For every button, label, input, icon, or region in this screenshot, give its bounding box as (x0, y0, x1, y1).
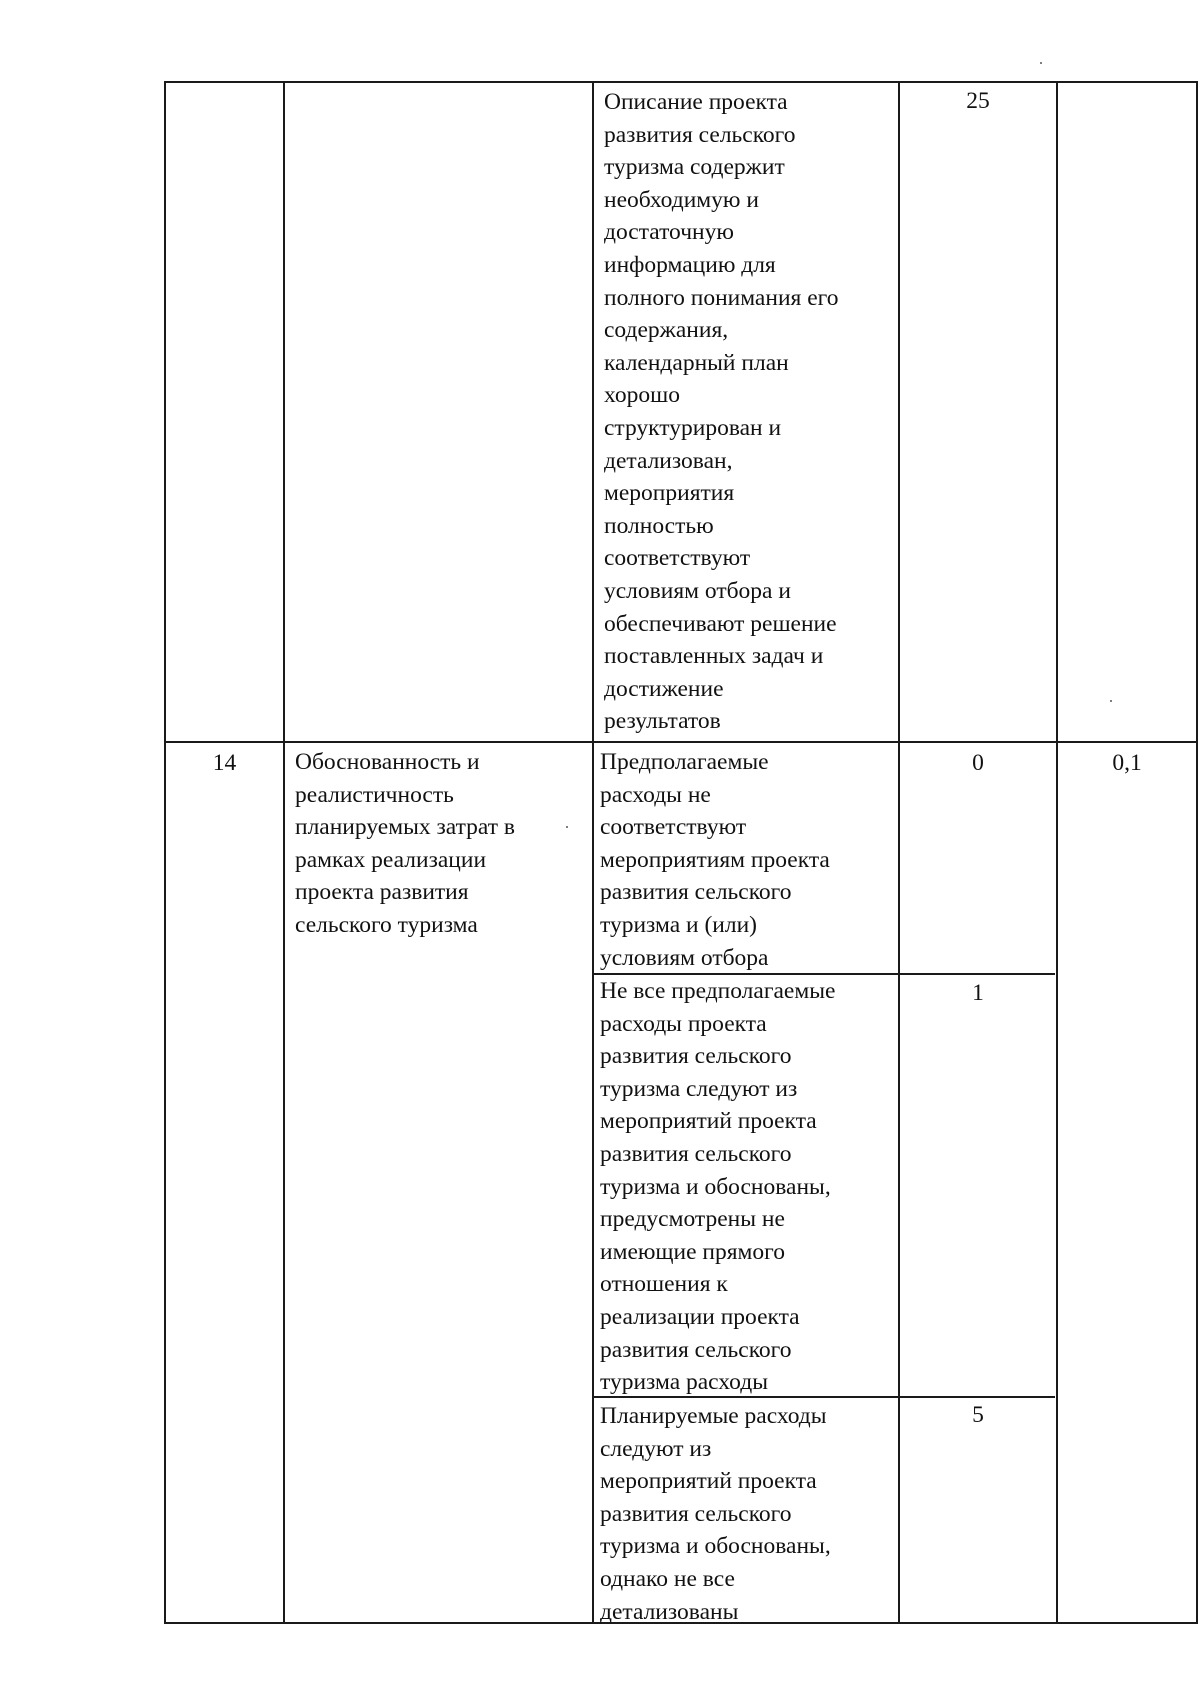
criterion-2-score: 5 (972, 1402, 984, 1428)
criterion-1-text: Не все предполагаемые расходы проекта развития сельского туризма следуют из мероприятий проекта развития сельского туризма и обоснованы, предусмотрены не имеющие прямого отношения к реализации проекта развития сельского туризма расходы (600, 978, 836, 1396)
row-14-number: 14 (212, 750, 237, 776)
col-border-right (1196, 81, 1198, 1623)
criterion-2-text: Планируемые расходы следуют из мероприятий проекта развития сельского туризма и обоснованы, однако не все детализованы (600, 1403, 831, 1625)
criterion-1-score: 1 (972, 980, 984, 1006)
scan-speck (566, 826, 568, 828)
table-top-border (164, 81, 1198, 83)
criterion-0-score: 0 (972, 750, 984, 776)
row-divider-14 (164, 741, 1198, 743)
col-border-left (164, 81, 166, 1623)
row-14-indicator: Обоснованность и реалистичность планируемых затрат в рамках реализации проекта развития сельского туризма (295, 749, 515, 938)
col-border-indicator (592, 81, 594, 1623)
continuation-score: 25 (966, 88, 990, 114)
scan-speck (1110, 700, 1112, 702)
row-14-weight: 0,1 (1112, 750, 1142, 776)
col-border-criterion (898, 81, 900, 1623)
col-border-number (283, 81, 285, 1623)
criterion-0-text: Предполагаемые расходы не соответствуют мероприятиям проекта развития сельского туризма и (или) условиям отбора (600, 749, 830, 971)
continuation-criterion-text: Описание проекта развития сельского туризма содержит необходимую и достаточную информацию для полного понимания его содержания, календарный план хорошо структурирован и детализован, мероприятия полностью соответствуют условиям отбора и обеспечивают решение поставленных задач и достижение результатов (604, 89, 839, 735)
col-border-score (1056, 81, 1058, 1623)
scan-speck (1040, 62, 1042, 64)
